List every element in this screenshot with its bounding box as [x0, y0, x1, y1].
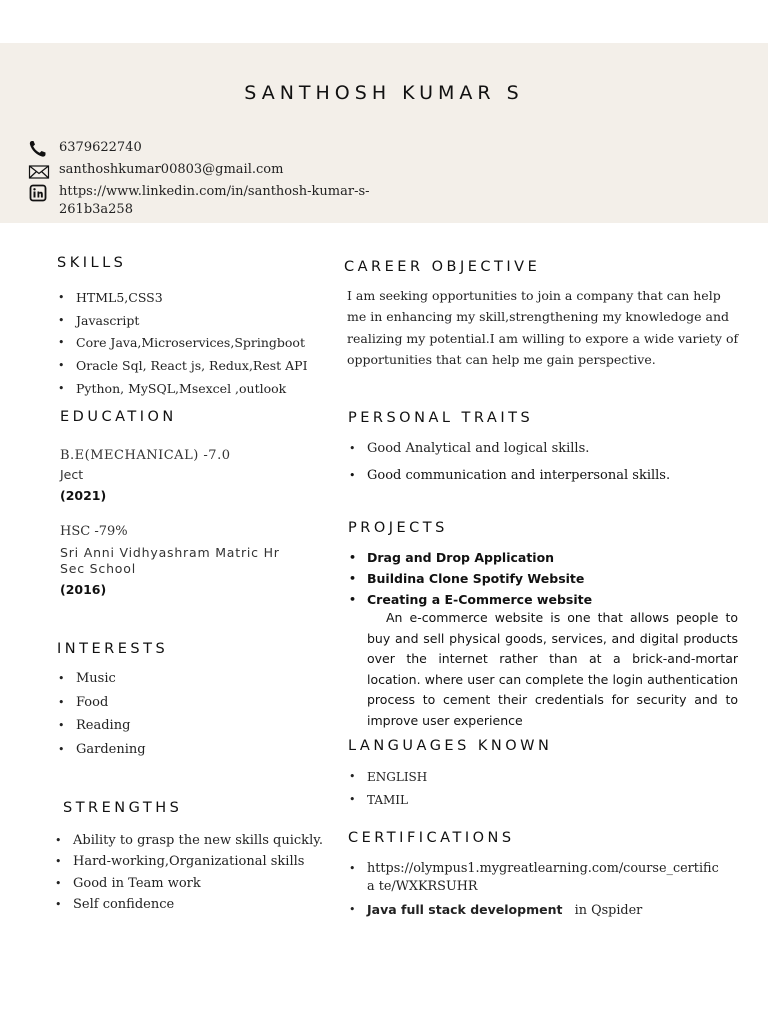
- certifications-heading: CERTIFICATIONS: [348, 830, 515, 846]
- languages-list: [347, 766, 427, 811]
- list-item: • Python, MySQL,Msexcel ,outlook: [56, 378, 308, 401]
- list-item: • Core Java,Microservices,Springboot: [56, 332, 308, 355]
- projects-heading: PROJECTS: [348, 520, 448, 536]
- list-item: • Buildina Clone Spotify Website: [347, 568, 592, 589]
- email-address[interactable]: santhoshkumar00803@gmail.com: [59, 162, 284, 177]
- list-item: • HTML5,CSS3: [56, 287, 308, 310]
- list-item: • Creating a E-Commerce website: [347, 589, 592, 610]
- list-item: • Ability to grasp the new skills quickly.: [53, 830, 323, 851]
- certification-link[interactable]: • https://olympus1.mygreatlearning.com/course_certific a te/WXKRSUHR: [347, 860, 719, 895]
- degree: B.E(MECHANICAL) -7.0: [60, 448, 231, 463]
- list-item: • Oracle Sql, React js, Redux,Rest API: [56, 355, 308, 378]
- candidate-name: SANTHOSH KUMAR S: [244, 82, 524, 104]
- skills-heading: SKILLS: [57, 255, 127, 271]
- career-objective-text: I am seeking opportunities to join a company that can help me in enhancing my skill,strengthening my knowledoge and realizing my potential.I am willing to expore a wide variety of opportunities that can help me gain perspective.: [347, 288, 739, 367]
- hsc-year: (2016): [60, 582, 107, 597]
- career-objective-heading: CAREER OBJECTIVE: [344, 259, 541, 275]
- list-item: • Drag and Drop Application: [347, 547, 592, 568]
- list-item: • Good Analytical and logical skills.: [347, 435, 670, 462]
- list-item: • Reading: [56, 714, 146, 738]
- degree-year: (2021): [60, 488, 107, 503]
- list-item: • Music: [56, 667, 146, 691]
- list-item: • Gardening: [56, 738, 146, 762]
- list-item: • Good in Team work: [53, 873, 323, 894]
- list-item: • Javascript: [56, 310, 308, 333]
- certifications-list: [347, 860, 719, 920]
- projects-list: [347, 547, 592, 610]
- list-item: • Food: [56, 691, 146, 715]
- strengths-heading: STRENGTHS: [63, 800, 183, 816]
- interests-heading: INTERESTS: [57, 641, 169, 657]
- list-item: • Good communication and interpersonal skills.: [347, 462, 670, 489]
- education-heading: EDUCATION: [60, 409, 177, 425]
- traits-list: [347, 435, 670, 489]
- hsc: HSC -79%: [60, 524, 128, 539]
- phone-number[interactable]: 6379622740: [59, 140, 142, 155]
- mail-icon: [28, 162, 50, 180]
- list-item: • Java full stack development in Qspider: [347, 901, 719, 920]
- interests-list: [56, 667, 146, 762]
- hsc-institution-line2: Sec School: [60, 561, 136, 576]
- linkedin-url[interactable]: https://www.linkedin.com/in/santhosh-kumar-s- 261b3a258: [59, 184, 370, 217]
- strengths-list: [53, 830, 323, 915]
- skills-list: [56, 287, 308, 401]
- linkedin-icon: [28, 184, 50, 202]
- project-description: An e-commerce website is one that allows people to buy and sell physical goods, services, and digital products over the internet rather than at a brick-and-mortar location. where user can complete the login authentication process to cement their credentials for security and to improve user experience: [367, 610, 738, 728]
- hsc-institution-line1: Sri Anni Vidhyashram Matric Hr: [60, 545, 280, 560]
- list-item: • ENGLISH: [347, 766, 427, 789]
- degree-institution: Ject: [60, 467, 84, 482]
- list-item: • TAMIL: [347, 789, 427, 812]
- phone-icon: [28, 140, 50, 158]
- languages-heading: LANGUAGES KNOWN: [348, 738, 553, 754]
- list-item: • Self confidence: [53, 894, 323, 915]
- personal-traits-heading: PERSONAL TRAITS: [348, 410, 534, 426]
- list-item: • Hard-working,Organizational skills: [53, 851, 323, 872]
